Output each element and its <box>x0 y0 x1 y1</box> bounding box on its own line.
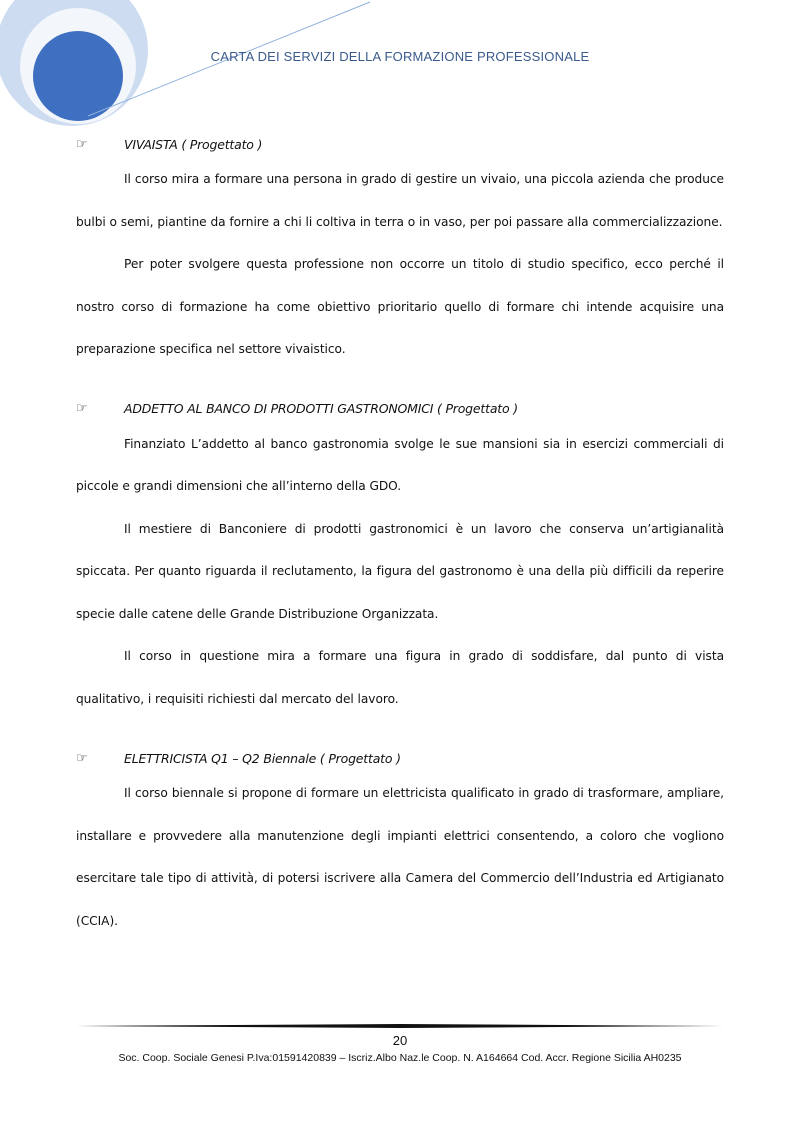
paragraph <box>76 772 724 942</box>
section-title: ELETTRICISTA Q1 – Q2 Biennale ( Progettato ) <box>124 750 401 766</box>
pointing-hand-icon: ☞ <box>76 136 88 152</box>
paragraph-text: Il corso mira a formare una persona in grado di gestire un vivaio, una piccola azienda che produce bulbi o semi, piantine da fornire a chi li coltiva in terra o in vaso, per poi passare alla commercializzazione. <box>76 172 724 229</box>
header-decoration <box>0 0 380 140</box>
section-vivaista <box>76 130 724 371</box>
section-heading <box>76 130 724 158</box>
section-heading <box>76 395 724 423</box>
paragraph <box>76 243 724 371</box>
section-title: VIVAISTA ( Progettato ) <box>124 136 263 152</box>
document-body <box>76 130 724 942</box>
footer-text: Soc. Coop. Sociale Genesi P.Iva:01591420839 – Iscriz.Albo Naz.le Coop. N. A164664 Cod. Accr. Regione Sicilia AH0235 <box>118 1052 682 1064</box>
pointing-hand-icon: ☞ <box>76 750 88 766</box>
paragraph-text: Per poter svolgere questa professione non occorre un titolo di studio specifico, ecco perché il nostro corso di formazione ha come obiettivo prioritario quello di formare chi intende acquisire una preparazione specifica nel settore vivaistico. <box>76 257 724 356</box>
paragraph-text: Il mestiere di Banconiere di prodotti gastronomici è un lavoro che conserva un’artigianalità spiccata. Per quanto riguarda il reclutamento, la figura del gastronomo è una della più difficili da reperire specie dalle catene delle Grande Distribuzione Organizzata. <box>76 521 724 621</box>
paragraph <box>76 508 724 636</box>
paragraph <box>76 158 724 243</box>
paragraph <box>76 423 724 508</box>
page-number: 20 <box>392 1033 408 1048</box>
section-title: ADDETTO AL BANCO DI PRODOTTI GASTRONOMICI ( Progettato ) <box>124 401 518 416</box>
section-elettricista <box>76 744 724 942</box>
footer-divider <box>76 1024 724 1028</box>
section-heading <box>76 744 724 772</box>
header-title: CARTA DEI SERVIZI DELLA FORMAZIONE PROFESSIONALE <box>210 49 590 64</box>
paragraph-text: Il corso biennale si propone di formare un elettricista qualificato in grado di trasformare, ampliare, installare e provvedere alla manutenzione degli impianti elettrici consentendo, a coloro che vogliono esercitare tale tipo di attività, di potersi iscrivere alla Camera del Commercio dell’Industria ed Artigianato (CCIA). <box>76 786 724 928</box>
section-addetto-banco <box>76 395 724 721</box>
pointing-hand-icon: ☞ <box>76 401 88 416</box>
paragraph <box>76 635 724 720</box>
paragraph-text: Il corso in questione mira a formare una figura in grado di soddisfare, dal punto di vista qualitativo, i requisiti richiesti dal mercato del lavoro. <box>76 649 724 706</box>
paragraph-text: Finanziato L’addetto al banco gastronomia svolge le sue mansioni sia in esercizi commerciali di piccole e grandi dimensioni che all’interno della GDO. <box>76 436 724 493</box>
